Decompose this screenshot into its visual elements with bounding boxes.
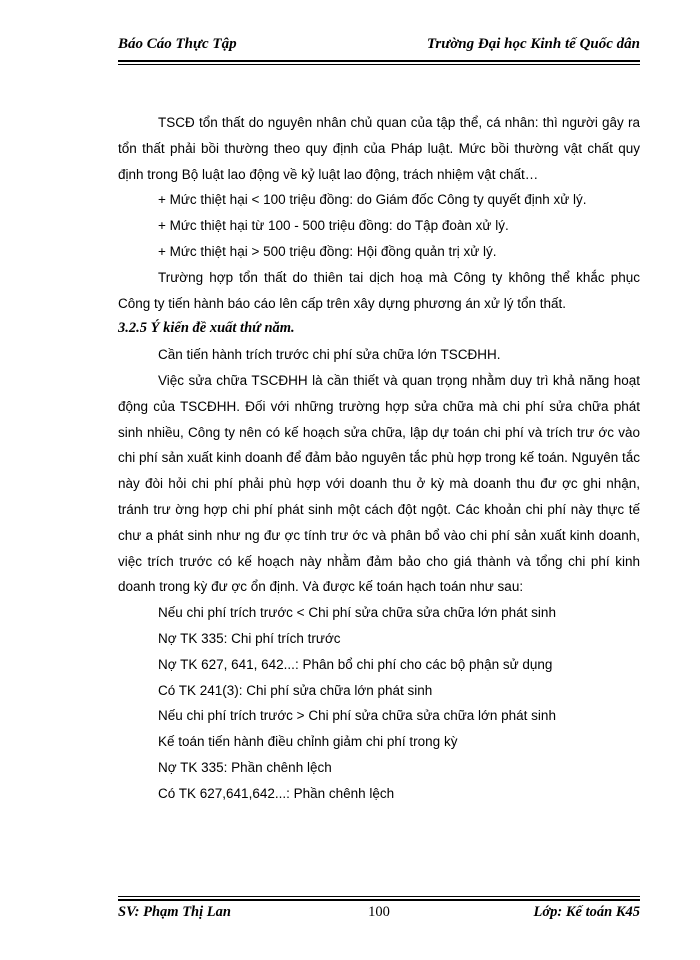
footer-rule-thick: [118, 899, 640, 901]
document-body: [118, 110, 640, 807]
paragraph-proposal: Cần tiến hành trích trước chi phí sửa chữa lớn TSCĐHH.: [158, 347, 501, 363]
accounting-entry: Có TK 627,641,642...: Phần chênh lệch: [158, 785, 395, 801]
bullet-item: + Mức thiệt hại < 100 triệu đồng: do Giám đốc Công ty quyết định xử lý.: [158, 192, 587, 208]
page-header: [118, 36, 640, 53]
footer-student-name: SV: Phạm Thị Lan: [118, 904, 231, 920]
accounting-entry: Nợ TK 335: Phần chênh lệch: [158, 759, 332, 775]
accounting-entry: Kế toán tiến hành điều chỉnh giảm chi phí trong kỳ: [158, 734, 458, 750]
paragraph-natural-disaster: Trường hợp tổn thất do thiên tai dịch hoạ mà Công ty không thể khắc phục Công ty tiến hành báo cáo lên cấp trên xây dựng phương án xử lý tổn thất.: [118, 269, 640, 311]
header-rule-thick: [118, 60, 640, 62]
section-heading: 3.2.5 Ý kiến đề xuất thứ năm.: [118, 320, 295, 337]
bullet-item: + Mức thiệt hại từ 100 - 500 triệu đồng: do Tập đoàn xử lý.: [158, 218, 509, 234]
paragraph-repair-cost: Việc sửa chữa TSCĐHH là cần thiết và quan trọng nhằm duy trì khả năng hoạt động của TSCĐHH. Đối với những trường hợp sửa chữa mà chi phí sửa chữa phát sinh nhiều, Công ty nên có kế hoạch sửa chữa, lập dự toán chi phí và trích trư ớc vào chi phí sản xuất kinh doanh để đảm bảo nguyên tắc phù hợp trong kế toán. Nguyên tắc này đòi hỏi chi phí phải phù hợp với doanh thu ở kỳ mà doanh thu đư ợc ghi nhận, tránh trư ờng hợp chi phí phát sinh một cách đột ngột. Các khoản chi phí này thực tế chư a phát sinh như ng đư ợc tính trư ớc và phân bổ vào chi phí sản xuất kinh doanh, việc trích trước có kế hoạch này nhằm đảm bảo cho giá thành và tổng chi phí kinh doanh trong kỳ đư ợc ổn định. Và được kế toán hạch toán như sau:: [118, 372, 640, 595]
page-footer: [118, 904, 640, 926]
header-rule-thin: [118, 64, 640, 65]
accounting-entry: Nếu chi phí trích trước < Chi phí sửa chữa sửa chữa lớn phát sinh: [158, 605, 556, 621]
header-right-title: Trường Đại học Kinh tế Quốc dân: [426, 36, 640, 52]
footer-rule-thin: [118, 896, 640, 897]
paragraph-loss-compensation: TSCĐ tổn thất do nguyên nhân chủ quan của tập thể, cá nhân: thì người gây ra tổn thất phải bồi thường theo quy định của Pháp luật. Mức bồi thường vật chất quy định trong Bộ luật lao động về kỷ luật lao động, trách nhiệm vật chất…: [118, 115, 640, 182]
accounting-entry: Nếu chi phí trích trước > Chi phí sửa chữa sửa chữa lớn phát sinh: [158, 708, 556, 724]
accounting-entry: Nợ TK 335: Chi phí trích trước: [158, 630, 341, 646]
accounting-entry: Có TK 241(3): Chi phí sửa chữa lớn phát sinh: [158, 682, 433, 698]
accounting-entry: Nợ TK 627, 641, 642...: Phân bổ chi phí cho các bộ phận sử dụng: [158, 656, 553, 672]
footer-class-name: Lớp: Kế toán K45: [533, 904, 640, 920]
bullet-item: + Mức thiệt hại > 500 triệu đồng: Hội đồng quản trị xử lý.: [158, 243, 497, 259]
header-left-title: Báo Cáo Thực Tập: [118, 36, 237, 52]
page-number: 100: [368, 904, 390, 920]
